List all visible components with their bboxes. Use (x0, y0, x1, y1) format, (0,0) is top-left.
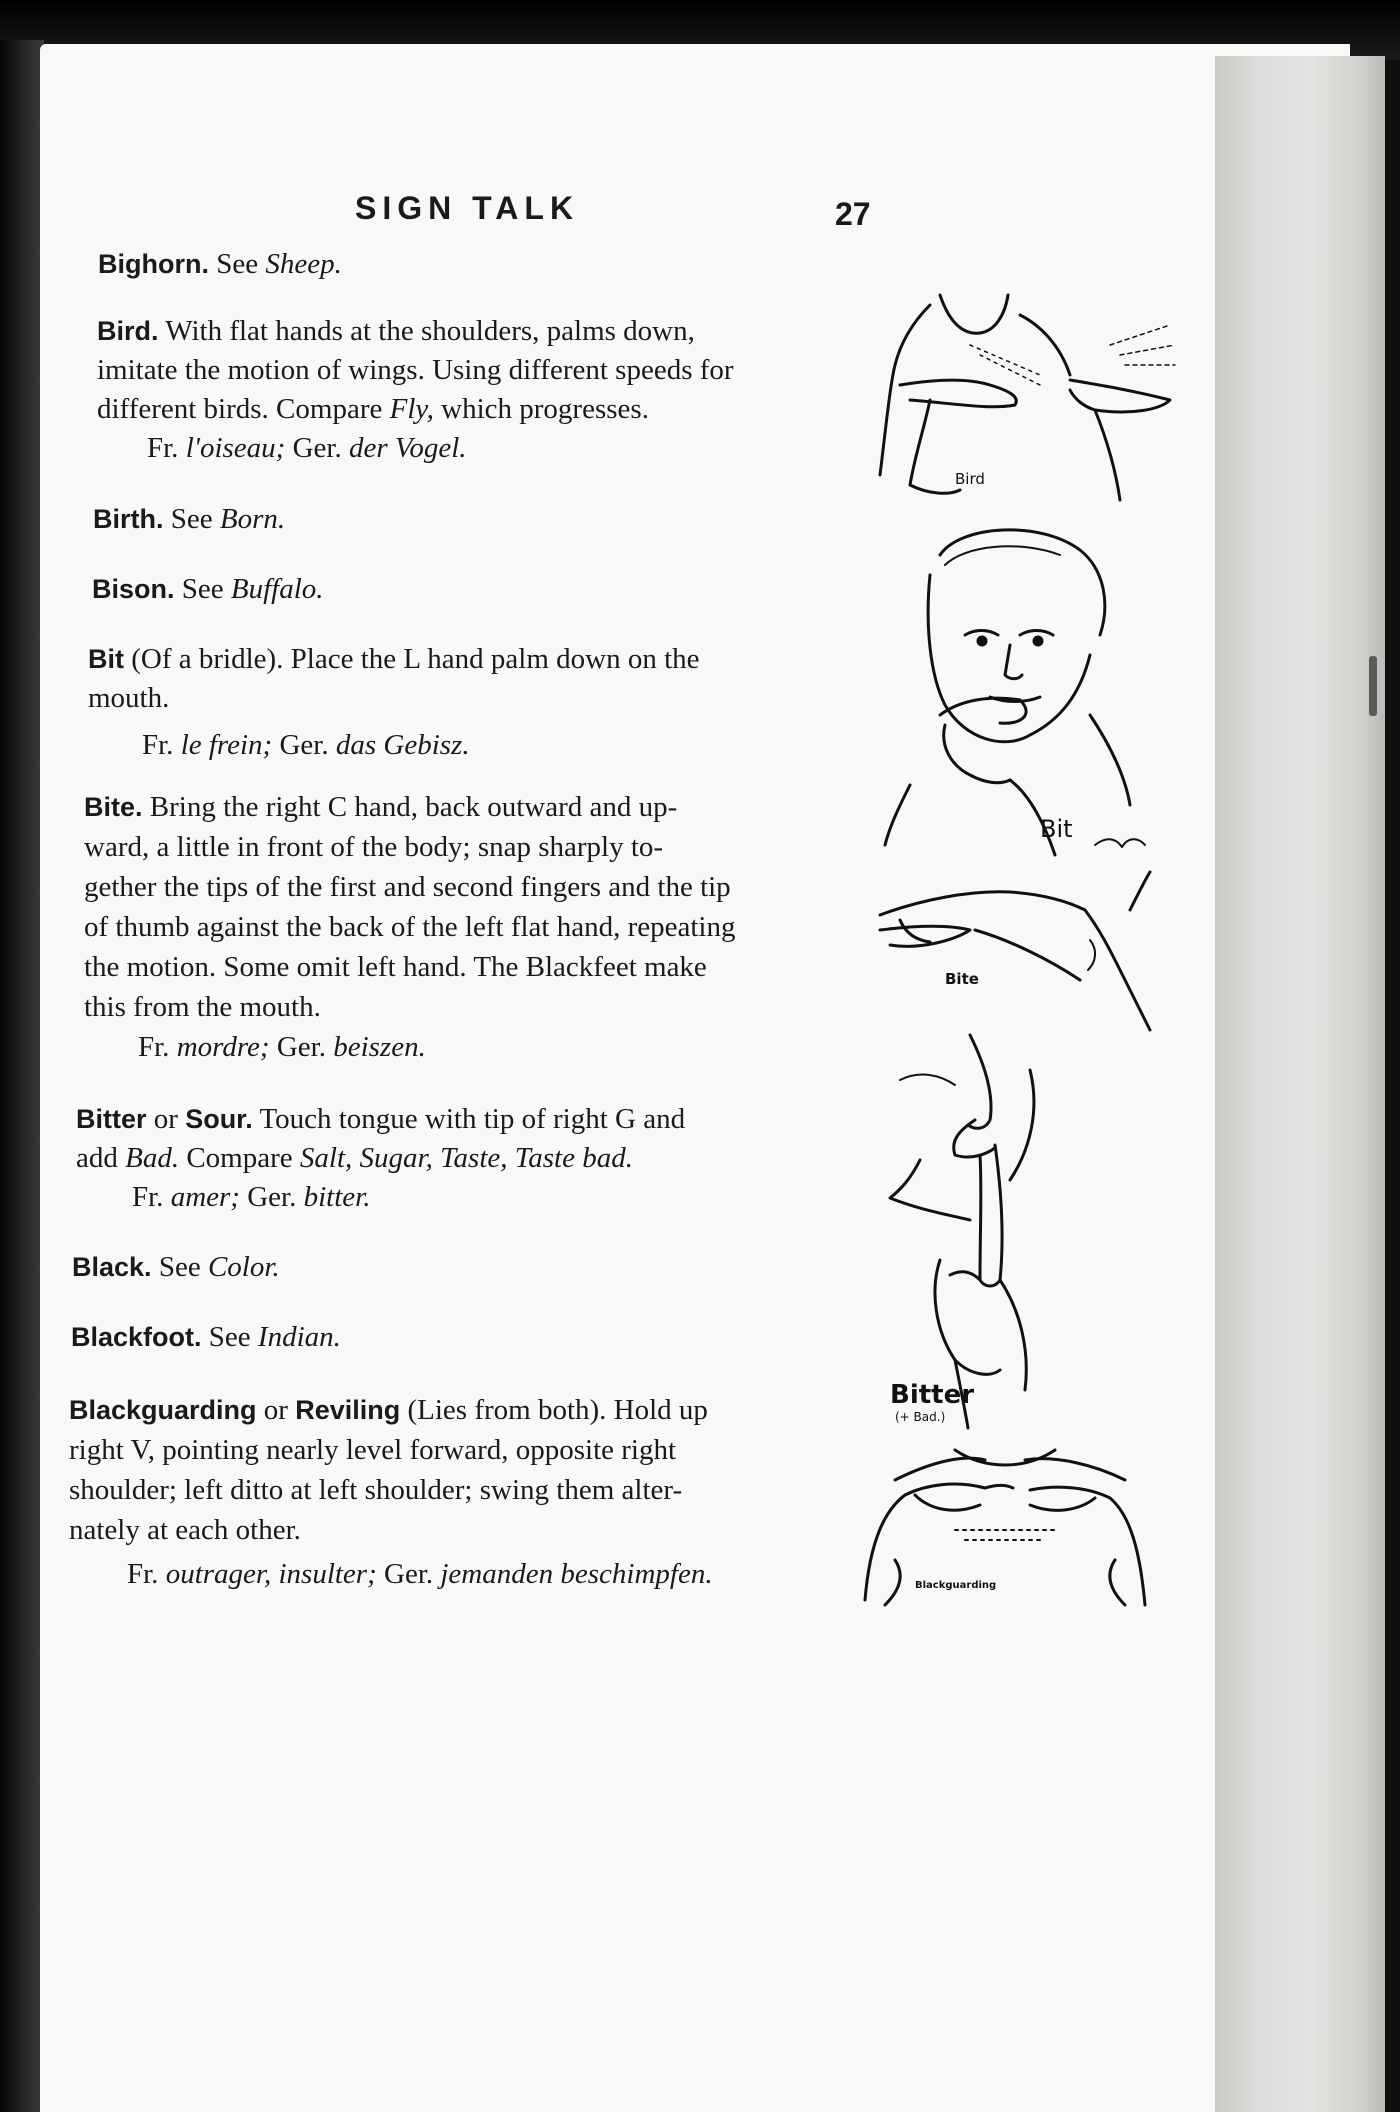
headword: Bite. (84, 792, 143, 822)
definition-line: ward, a little in front of the body; snap sharply to- (84, 831, 664, 863)
headword: Blackguarding (69, 1395, 257, 1425)
translation-line: Fr. l'oiseau; Ger. der Vogel. (147, 432, 467, 464)
definition-line: nately at each other. (69, 1514, 301, 1546)
bird-sign-illustration (870, 285, 1180, 520)
definition-line: Blackguarding or Reviling (Lies from both). Hold up (69, 1394, 708, 1426)
blackguarding-sign-illustration (855, 1440, 1155, 1610)
headword: Bison. (92, 574, 175, 604)
translation-line: Fr. mordre; Ger. beiszen. (138, 1031, 426, 1063)
entry-bison: Bison. See Buffalo. (92, 573, 324, 605)
illustration-caption: Bite (945, 970, 979, 988)
definition-line: Bird. With flat hands at the shoulders, palms down, (97, 315, 695, 347)
definition-line: right V, pointing nearly level forward, opposite right (69, 1434, 677, 1466)
definition-line: Bite. Bring the right C hand, back outward and up- (84, 791, 678, 823)
definition-line: the motion. Some omit left hand. The Blackfeet make (84, 951, 707, 983)
illustration-caption: Blackguarding (915, 1580, 997, 1591)
book-binding (0, 40, 44, 2112)
headword-alt: Reviling (295, 1395, 401, 1425)
translation-line: Fr. amer; Ger. bitter. (132, 1181, 371, 1213)
page-edges (1215, 56, 1385, 2112)
translation-line: Fr. outrager, insulter; Ger. jemanden beschimpfen. (127, 1558, 713, 1590)
entry-black: Black. See Color. (72, 1251, 280, 1283)
definition-line: mouth. (88, 682, 170, 714)
definition-line: of thumb against the back of the left flat hand, repeating (84, 911, 736, 943)
headword: Birth. (93, 504, 164, 534)
cross-reference: Buffalo. (230, 573, 324, 605)
page-number: 27 (835, 196, 871, 232)
definition-line: imitate the motion of wings. Using different speeds for (97, 354, 734, 386)
cross-reference: Sheep. (265, 248, 342, 280)
bite-sign-illustration (860, 870, 1160, 1040)
entry-bit (88, 640, 868, 765)
illustration-caption: Bit (1040, 815, 1073, 843)
bit-sign-illustration (870, 525, 1170, 865)
headword: Bighorn. (98, 249, 209, 279)
definition-line: different birds. Compare Fly, which progresses. (97, 393, 649, 425)
entry-bird (97, 312, 867, 468)
illustration-caption: Bird (955, 470, 985, 488)
headword: Blackfoot. (71, 1322, 202, 1352)
entry-blackfoot: Blackfoot. See Indian. (71, 1321, 341, 1353)
cross-reference: Color. (207, 1251, 280, 1283)
definition-line: this from the mouth. (84, 991, 321, 1023)
headword-alt: Sour. (185, 1104, 253, 1134)
definition-line: Bit (Of a bridle). Place the L hand palm down on the (88, 643, 700, 675)
definition-line: shoulder; left ditto at left shoulder; swing them alter- (69, 1474, 683, 1506)
headword: Bit (88, 644, 124, 674)
entry-blackguarding (69, 1390, 879, 1594)
headword: Black. (72, 1252, 152, 1282)
running-header: SIGN TALK (355, 190, 580, 226)
illustration-note: (+ Bad.) (895, 1410, 946, 1424)
see-text: See (216, 248, 259, 280)
headword: Bird. (97, 316, 159, 346)
entry-bitter (76, 1100, 876, 1217)
definition-line: add Bad. Compare Salt, Sugar, Taste, Taste bad. (76, 1142, 633, 1174)
definition-line: gether the tips of the first and second fingers and the tip (84, 871, 731, 903)
entry-birth: Birth. See Born. (93, 503, 286, 535)
cross-reference: Indian. (257, 1321, 341, 1353)
illustration-caption: Bitter (890, 1380, 975, 1410)
translation-line: Fr. le frein; Ger. das Gebisz. (142, 729, 470, 761)
definition-line: Bitter or Sour. Touch tongue with tip of right G and (76, 1103, 686, 1135)
headword: Bitter (76, 1104, 147, 1134)
cross-reference: Born. (219, 503, 286, 535)
entry-bite (84, 787, 874, 1067)
entry-bighorn (98, 245, 342, 284)
bitter-sign-illustration (880, 1030, 1080, 1430)
